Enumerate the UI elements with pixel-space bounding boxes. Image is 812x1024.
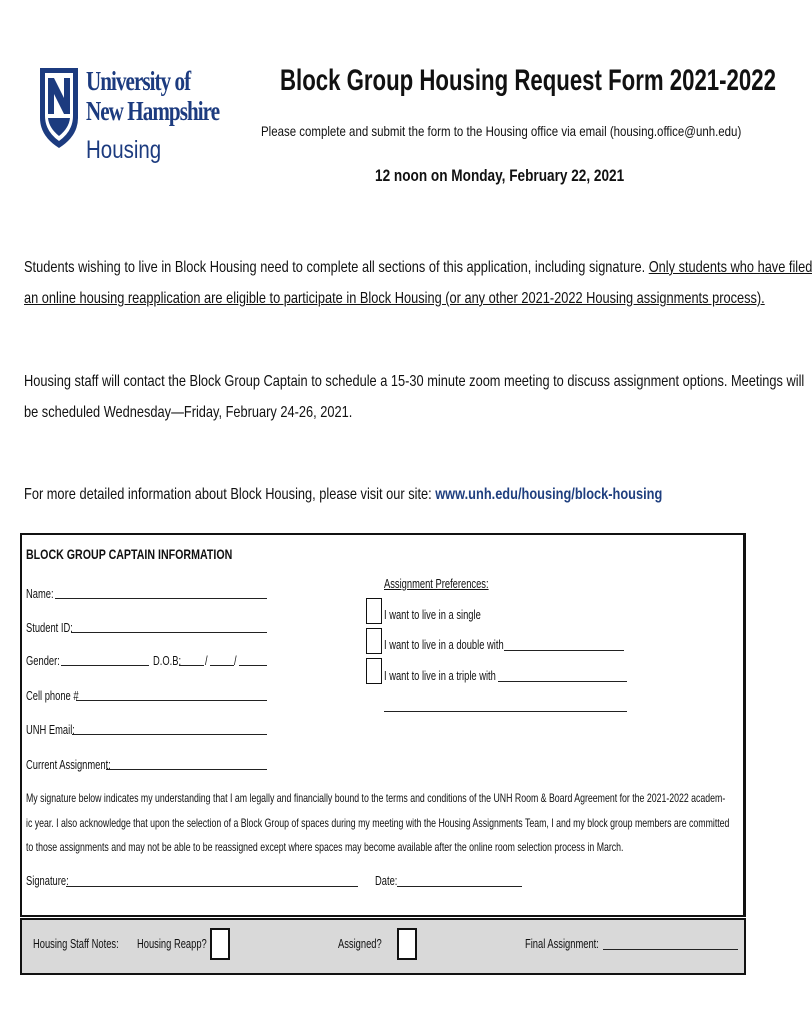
signature-label: Signature: bbox=[26, 873, 69, 888]
triple-checkbox[interactable] bbox=[366, 658, 382, 684]
agreement-line3: to those assignments and may not be able to be reassigned except where spaces may become available after the online room selection process in March. bbox=[26, 840, 624, 854]
page-subtitle: Please complete and submit the form to the Housing office via email (housing.office@unh.edu) bbox=[261, 123, 742, 139]
preferences-heading: Assignment Preferences: bbox=[384, 576, 489, 591]
unh-email-label: UNH Email: bbox=[26, 722, 75, 737]
captain-section-heading: BLOCK GROUP CAPTAIN INFORMATION bbox=[26, 546, 233, 562]
assigned-checkbox[interactable] bbox=[397, 928, 417, 960]
double-roommate-field[interactable] bbox=[504, 650, 624, 651]
agreement-line1: My signature below indicates my understanding that I am legally and financially bound to the terms and conditions of the UNH Room & Board Agreement for the 2021-2022 academ- bbox=[26, 791, 726, 805]
dob-separator-1: / bbox=[205, 653, 208, 668]
housing-reapp-label: Housing Reapp? bbox=[137, 936, 207, 951]
staff-notes-bar bbox=[20, 918, 746, 975]
unh-shield-logo-icon bbox=[40, 68, 78, 148]
agreement-line2: ic year. I also acknowledge that upon the selection of a Block Group of spaces during my meeting with the Housing Assignments Team, I and my block group members are committed bbox=[26, 816, 730, 830]
eligibility-text: Students wishing to live in Block Housing need to complete all sections of this application, including signature. bbox=[24, 259, 649, 276]
name-field[interactable] bbox=[55, 598, 267, 599]
assigned-label: Assigned? bbox=[338, 936, 382, 951]
current-assignment-field[interactable] bbox=[106, 769, 267, 770]
single-option-label: I want to live in a single bbox=[384, 607, 481, 622]
dob-label: D.O.B: bbox=[153, 653, 182, 668]
logo-text-housing: Housing bbox=[86, 136, 162, 164]
housing-reapp-checkbox[interactable] bbox=[210, 928, 230, 960]
student-id-field[interactable] bbox=[71, 632, 267, 633]
eligibility-paragraph-line1 bbox=[24, 252, 812, 283]
info-text: For more detailed information about Block Housing, please visit our site: bbox=[24, 486, 436, 503]
eligibility-underlined-text: Only students who have filed bbox=[648, 259, 812, 276]
gender-label: Gender: bbox=[26, 653, 60, 668]
dob-separator-2: / bbox=[234, 653, 237, 668]
dob-month-field[interactable] bbox=[179, 665, 204, 666]
double-checkbox[interactable] bbox=[366, 628, 382, 654]
unh-email-field[interactable] bbox=[72, 734, 267, 735]
date-field[interactable] bbox=[397, 886, 522, 887]
student-id-label: Student ID: bbox=[26, 620, 73, 635]
logo-text-new-hampshire: New Hampshire bbox=[86, 96, 220, 126]
triple-option-label: I want to live in a triple with bbox=[384, 668, 496, 683]
dob-day-field[interactable] bbox=[210, 665, 234, 666]
current-assignment-label: Current Assignment: bbox=[26, 757, 111, 772]
triple-roommate-field-1[interactable] bbox=[498, 681, 627, 682]
cell-phone-field[interactable] bbox=[76, 700, 267, 701]
eligibility-paragraph-line2: an online housing reapplication are eligible to participate in Block Housing (or any other 2021-2022 Housing assignments process). bbox=[24, 290, 765, 307]
dob-year-field[interactable] bbox=[239, 665, 267, 666]
cell-phone-label: Cell phone # bbox=[26, 688, 79, 703]
date-label: Date: bbox=[375, 873, 398, 888]
meeting-paragraph-line2: be scheduled Wednesday—Friday, February 24-26, 2021. bbox=[24, 404, 353, 421]
meeting-paragraph-line1: Housing staff will contact the Block Group Captain to schedule a 15-30 minute zoom meeting to discuss assignment options. Meetings will bbox=[24, 373, 805, 390]
captain-info-form bbox=[20, 533, 746, 917]
final-assignment-field[interactable] bbox=[603, 949, 738, 950]
double-option-label: I want to live in a double with bbox=[384, 637, 504, 652]
triple-roommate-field-2[interactable] bbox=[384, 711, 627, 712]
final-assignment-label: Final Assignment: bbox=[525, 936, 599, 951]
name-label: Name: bbox=[26, 586, 54, 601]
info-paragraph bbox=[24, 479, 662, 510]
single-checkbox[interactable] bbox=[366, 598, 382, 624]
block-housing-link[interactable]: www.unh.edu/housing/block-housing bbox=[435, 486, 663, 503]
signature-field[interactable] bbox=[66, 886, 358, 887]
deadline-text: 12 noon on Monday, February 22, 2021 bbox=[375, 166, 625, 185]
page-title: Block Group Housing Request Form 2021-2022 bbox=[280, 64, 776, 97]
staff-notes-label: Housing Staff Notes: bbox=[33, 936, 119, 951]
logo-text-university: University of bbox=[86, 66, 191, 96]
gender-field[interactable] bbox=[61, 665, 149, 666]
